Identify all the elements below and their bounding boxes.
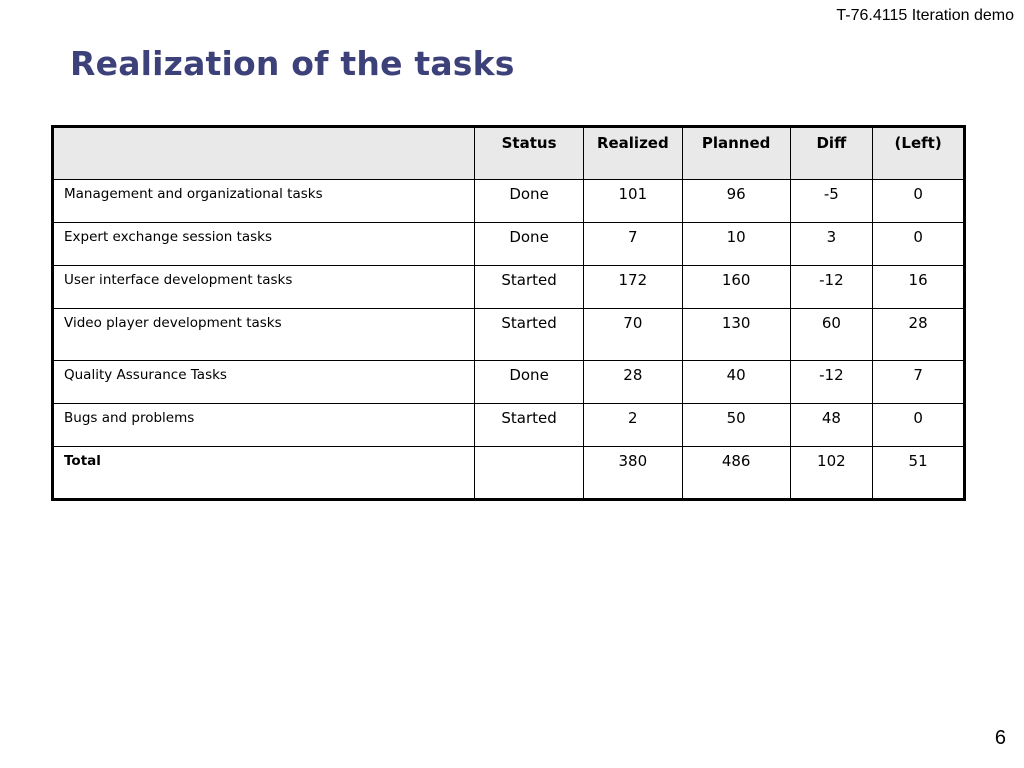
task-name-cell: Management and organizational tasks: [53, 180, 475, 223]
status-cell: Started: [475, 404, 584, 447]
table-row: [53, 361, 965, 404]
realized-cell: 7: [583, 223, 682, 266]
task-name-cell: Quality Assurance Tasks: [53, 361, 475, 404]
diff-cell: -12: [790, 266, 873, 309]
realized-cell: 101: [583, 180, 682, 223]
total-diff-cell: 102: [790, 447, 873, 500]
task-name-cell: Bugs and problems: [53, 404, 475, 447]
status-cell: Done: [475, 223, 584, 266]
task-name-cell: Expert exchange session tasks: [53, 223, 475, 266]
status-cell: Done: [475, 180, 584, 223]
planned-cell: 10: [682, 223, 790, 266]
planned-cell: 50: [682, 404, 790, 447]
status-cell: Started: [475, 309, 584, 361]
total-left-cell: 51: [873, 447, 965, 500]
status-cell: Done: [475, 361, 584, 404]
realized-cell: 172: [583, 266, 682, 309]
diff-cell: 48: [790, 404, 873, 447]
table-row: [53, 180, 965, 223]
left-cell: 28: [873, 309, 965, 361]
task-name-cell: Video player development tasks: [53, 309, 475, 361]
planned-cell: 40: [682, 361, 790, 404]
task-name-cell: User interface development tasks: [53, 266, 475, 309]
realized-cell: 70: [583, 309, 682, 361]
header-cell-left: (Left): [873, 127, 965, 180]
planned-cell: 96: [682, 180, 790, 223]
table-row: [53, 309, 965, 361]
left-cell: 16: [873, 266, 965, 309]
diff-cell: 60: [790, 309, 873, 361]
left-cell: 7: [873, 361, 965, 404]
left-cell: 0: [873, 180, 965, 223]
header-cell-name: [53, 127, 475, 180]
table-row: [53, 223, 965, 266]
header-cell-status: Status: [475, 127, 584, 180]
left-cell: 0: [873, 223, 965, 266]
page-number: 6: [994, 727, 1006, 749]
total-label-cell: Total: [53, 447, 475, 500]
status-cell: Started: [475, 266, 584, 309]
left-cell: 0: [873, 404, 965, 447]
diff-cell: -12: [790, 361, 873, 404]
diff-cell: 3: [790, 223, 873, 266]
table-row: [53, 266, 965, 309]
table-total-row: [53, 447, 965, 500]
table-header-row: [53, 127, 965, 180]
total-status-cell: [475, 447, 584, 500]
realized-cell: 2: [583, 404, 682, 447]
table-row: [53, 404, 965, 447]
header-cell-diff: Diff: [790, 127, 873, 180]
slide-title: Realization of the tasks: [70, 44, 515, 83]
realized-cell: 28: [583, 361, 682, 404]
planned-cell: 160: [682, 266, 790, 309]
header-cell-planned: Planned: [682, 127, 790, 180]
total-planned-cell: 486: [682, 447, 790, 500]
total-realized-cell: 380: [583, 447, 682, 500]
diff-cell: -5: [790, 180, 873, 223]
header-cell-realized: Realized: [583, 127, 682, 180]
task-realization-table: [51, 125, 966, 501]
planned-cell: 130: [682, 309, 790, 361]
presentation-header-tag: T-76.4115 Iteration demo: [836, 7, 1014, 24]
